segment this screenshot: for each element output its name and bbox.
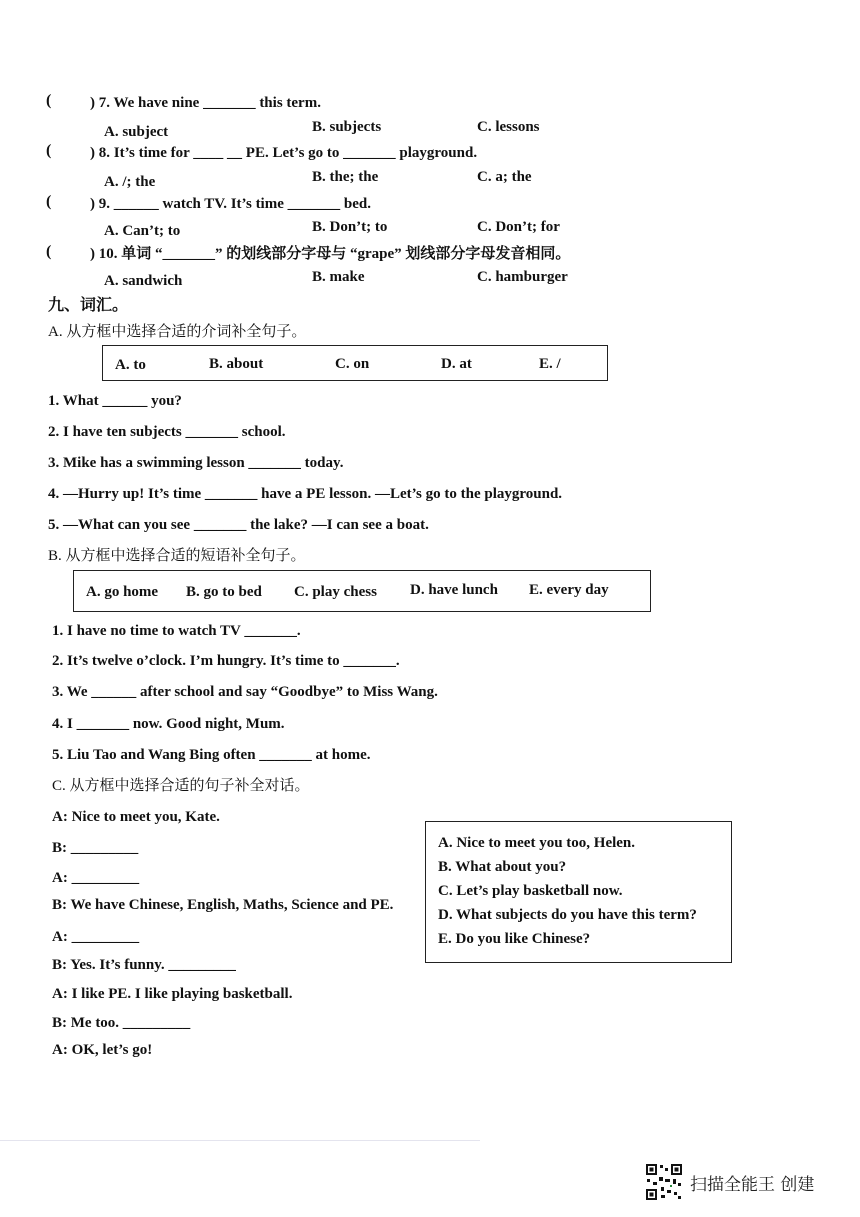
answer-paren: ( [46, 92, 52, 109]
part-a-option-box [102, 345, 608, 381]
part-b-option-box [73, 570, 651, 612]
option-a: A. sandwich [104, 273, 183, 289]
part-a-item: 4. —Hurry up! It’s time _______ have a PE lesson. —Let’s go to the playground. [48, 486, 563, 502]
part-a-item: 3. Mike has a swimming lesson _______ today. [48, 455, 344, 471]
option-b: B. make [312, 269, 365, 285]
answer-paren: ( [46, 243, 52, 260]
box-option: D. have lunch [410, 582, 498, 598]
dialogue-line: A: Nice to meet you, Kate. [52, 809, 220, 825]
option-c: C. a; the [477, 169, 532, 185]
option-a: A. /; the [104, 174, 156, 190]
dialogue-line: B: _________ [52, 840, 139, 856]
answer-paren: ( [46, 142, 52, 159]
option-b: B. Don’t; to [312, 219, 388, 235]
section-title: 九、词汇。 [48, 297, 129, 314]
part-b-item: 1. I have no time to watch TV _______. [52, 623, 301, 639]
box-option: A. to [115, 357, 146, 373]
option-c: C. lessons [477, 119, 540, 135]
part-a-heading: A. 从方框中选择合适的介词补全句子。 [48, 324, 307, 340]
part-b-item: 4. I _______ now. Good night, Mum. [52, 716, 285, 732]
dialogue-line: B: Me too. _________ [52, 1015, 191, 1031]
answer-paren: ( [46, 193, 52, 210]
dialogue-line: A: _________ [52, 870, 140, 886]
option-b: B. the; the [312, 169, 379, 185]
question-text: ) 10. 单词 “_______” 的划线部分字母与 “grape” 划线部分字母发音相同。 [90, 246, 571, 262]
box-option: D. What subjects do you have this term? [438, 907, 697, 923]
dialogue-line: A: I like PE. I like playing basketball. [52, 986, 293, 1002]
option-c: C. hamburger [477, 269, 568, 285]
page-footer-rule [0, 1140, 480, 1141]
box-option: E. / [539, 356, 561, 372]
part-c-heading: C. 从方框中选择合适的句子补全对话。 [52, 778, 310, 794]
part-a-item: 2. I have ten subjects _______ school. [48, 424, 286, 440]
box-option: B. go to bed [186, 584, 262, 600]
option-c: C. Don’t; for [477, 219, 560, 235]
question-text: ) 7. We have nine _______ this term. [90, 95, 321, 111]
dialogue-line: A: OK, let’s go! [52, 1042, 153, 1058]
option-a: A. subject [104, 124, 169, 140]
box-option: A. go home [86, 584, 159, 600]
part-b-heading: B. 从方框中选择合适的短语补全句子。 [48, 548, 306, 564]
dialogue-line: B: Yes. It’s funny. _________ [52, 957, 236, 973]
part-a-item: 1. What ______ you? [48, 393, 182, 409]
box-option: C. play chess [294, 584, 377, 600]
dialogue-line: B: We have Chinese, English, Maths, Science and PE. [52, 897, 394, 913]
part-b-item: 3. We ______ after school and say “Goodbye” to Miss Wang. [52, 684, 438, 700]
option-b: B. subjects [312, 119, 382, 135]
dialogue-line: A: _________ [52, 929, 140, 945]
qr-code-icon [645, 1163, 683, 1201]
part-b-item: 5. Liu Tao and Wang Bing often _______ at home. [52, 747, 371, 763]
box-option: B. What about you? [438, 859, 567, 875]
box-option: D. at [441, 356, 472, 372]
question-text: ) 8. It’s time for ____ __ PE. Let’s go to _______ playground. [90, 145, 478, 161]
part-a-item: 5. —What can you see _______ the lake? —I can see a boat. [48, 517, 429, 533]
scanner-brand-label: 扫描全能王 创建 [690, 1175, 815, 1195]
option-a: A. Can’t; to [104, 223, 181, 239]
part-c-option-box [425, 821, 732, 963]
box-option: E. every day [529, 582, 609, 598]
box-option: A. Nice to meet you too, Helen. [438, 835, 636, 851]
box-option: C. Let’s play basketball now. [438, 883, 623, 899]
part-b-item: 2. It’s twelve o’clock. I’m hungry. It’s time to _______. [52, 653, 400, 669]
question-text: ) 9. ______ watch TV. It’s time _______ bed. [90, 196, 371, 212]
box-option: B. about [209, 356, 264, 372]
box-option: E. Do you like Chinese? [438, 931, 591, 947]
box-option: C. on [335, 356, 370, 372]
